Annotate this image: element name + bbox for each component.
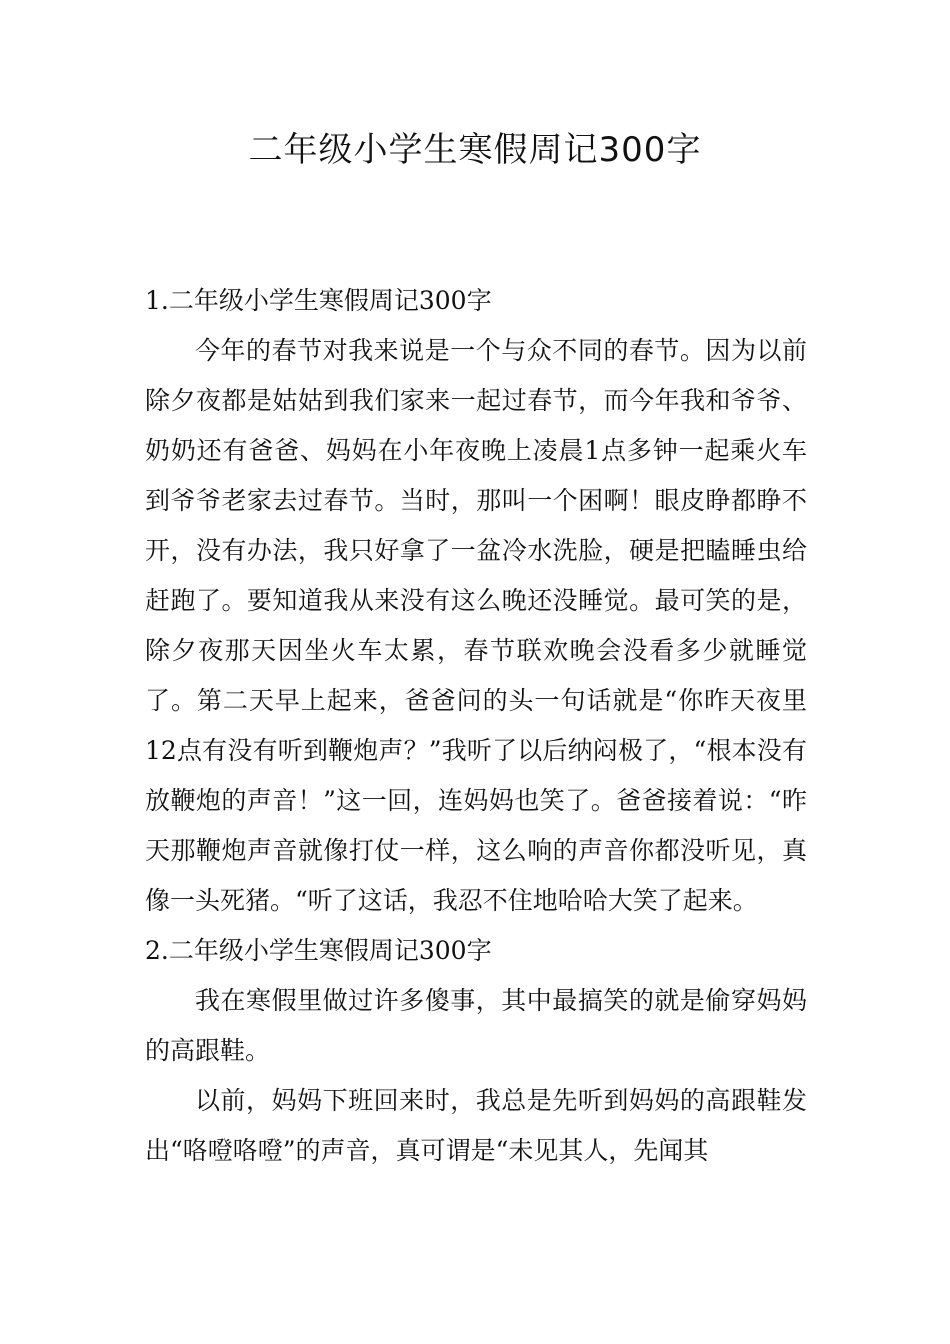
section-2 <box>145 926 807 1176</box>
section-heading: 1.二年级小学生寒假周记300字 <box>145 286 492 315</box>
document-title: 二年级小学生寒假周记300字 <box>248 130 702 170</box>
section-heading: 2.二年级小学生寒假周记300字 <box>145 936 492 965</box>
paragraph: 以前，妈妈下班回来时，我总是先听到妈妈的高跟鞋发出“咯噔咯噔”的声音，真可谓是“未见其人，先闻其 <box>145 1086 807 1165</box>
paragraph: 我在寒假里做过许多傻事，其中最搞笑的就是偷穿妈妈的高跟鞋。 <box>145 986 807 1065</box>
section-1 <box>145 276 807 926</box>
document-body <box>145 276 807 1176</box>
paragraph: 今年的春节对我来说是一个与众不同的春节。因为以前除夕夜都是姑姑到我们家来一起过春节，而今年我和爷爷、奶奶还有爸爸、妈妈在小年夜晚上凌晨1点多钟一起乘火车到爷爷老家去过春节。当时，那叫一个困啊！眼皮睁都睁不开，没有办法，我只好拿了一盆冷水洗脸，硬是把瞌睡虫给赶跑了。要知道我从来没有这么晚还没睡觉。最可笑的是，除夕夜那天因坐火车太累，春节联欢晚会没看多少就睡觉了。第二天早上起来，爸爸问的头一句话就是“你昨天夜里12点有没有听到鞭炮声？”我听了以后纳闷极了，“根本没有放鞭炮的声音！”这一回，连妈妈也笑了。爸爸接着说：“昨天那鞭炮声音就像打仗一样，这么响的声音你都没听见，真像一头死猪。“听了这话，我忍不住地哈哈大笑了起来。 <box>145 336 807 915</box>
